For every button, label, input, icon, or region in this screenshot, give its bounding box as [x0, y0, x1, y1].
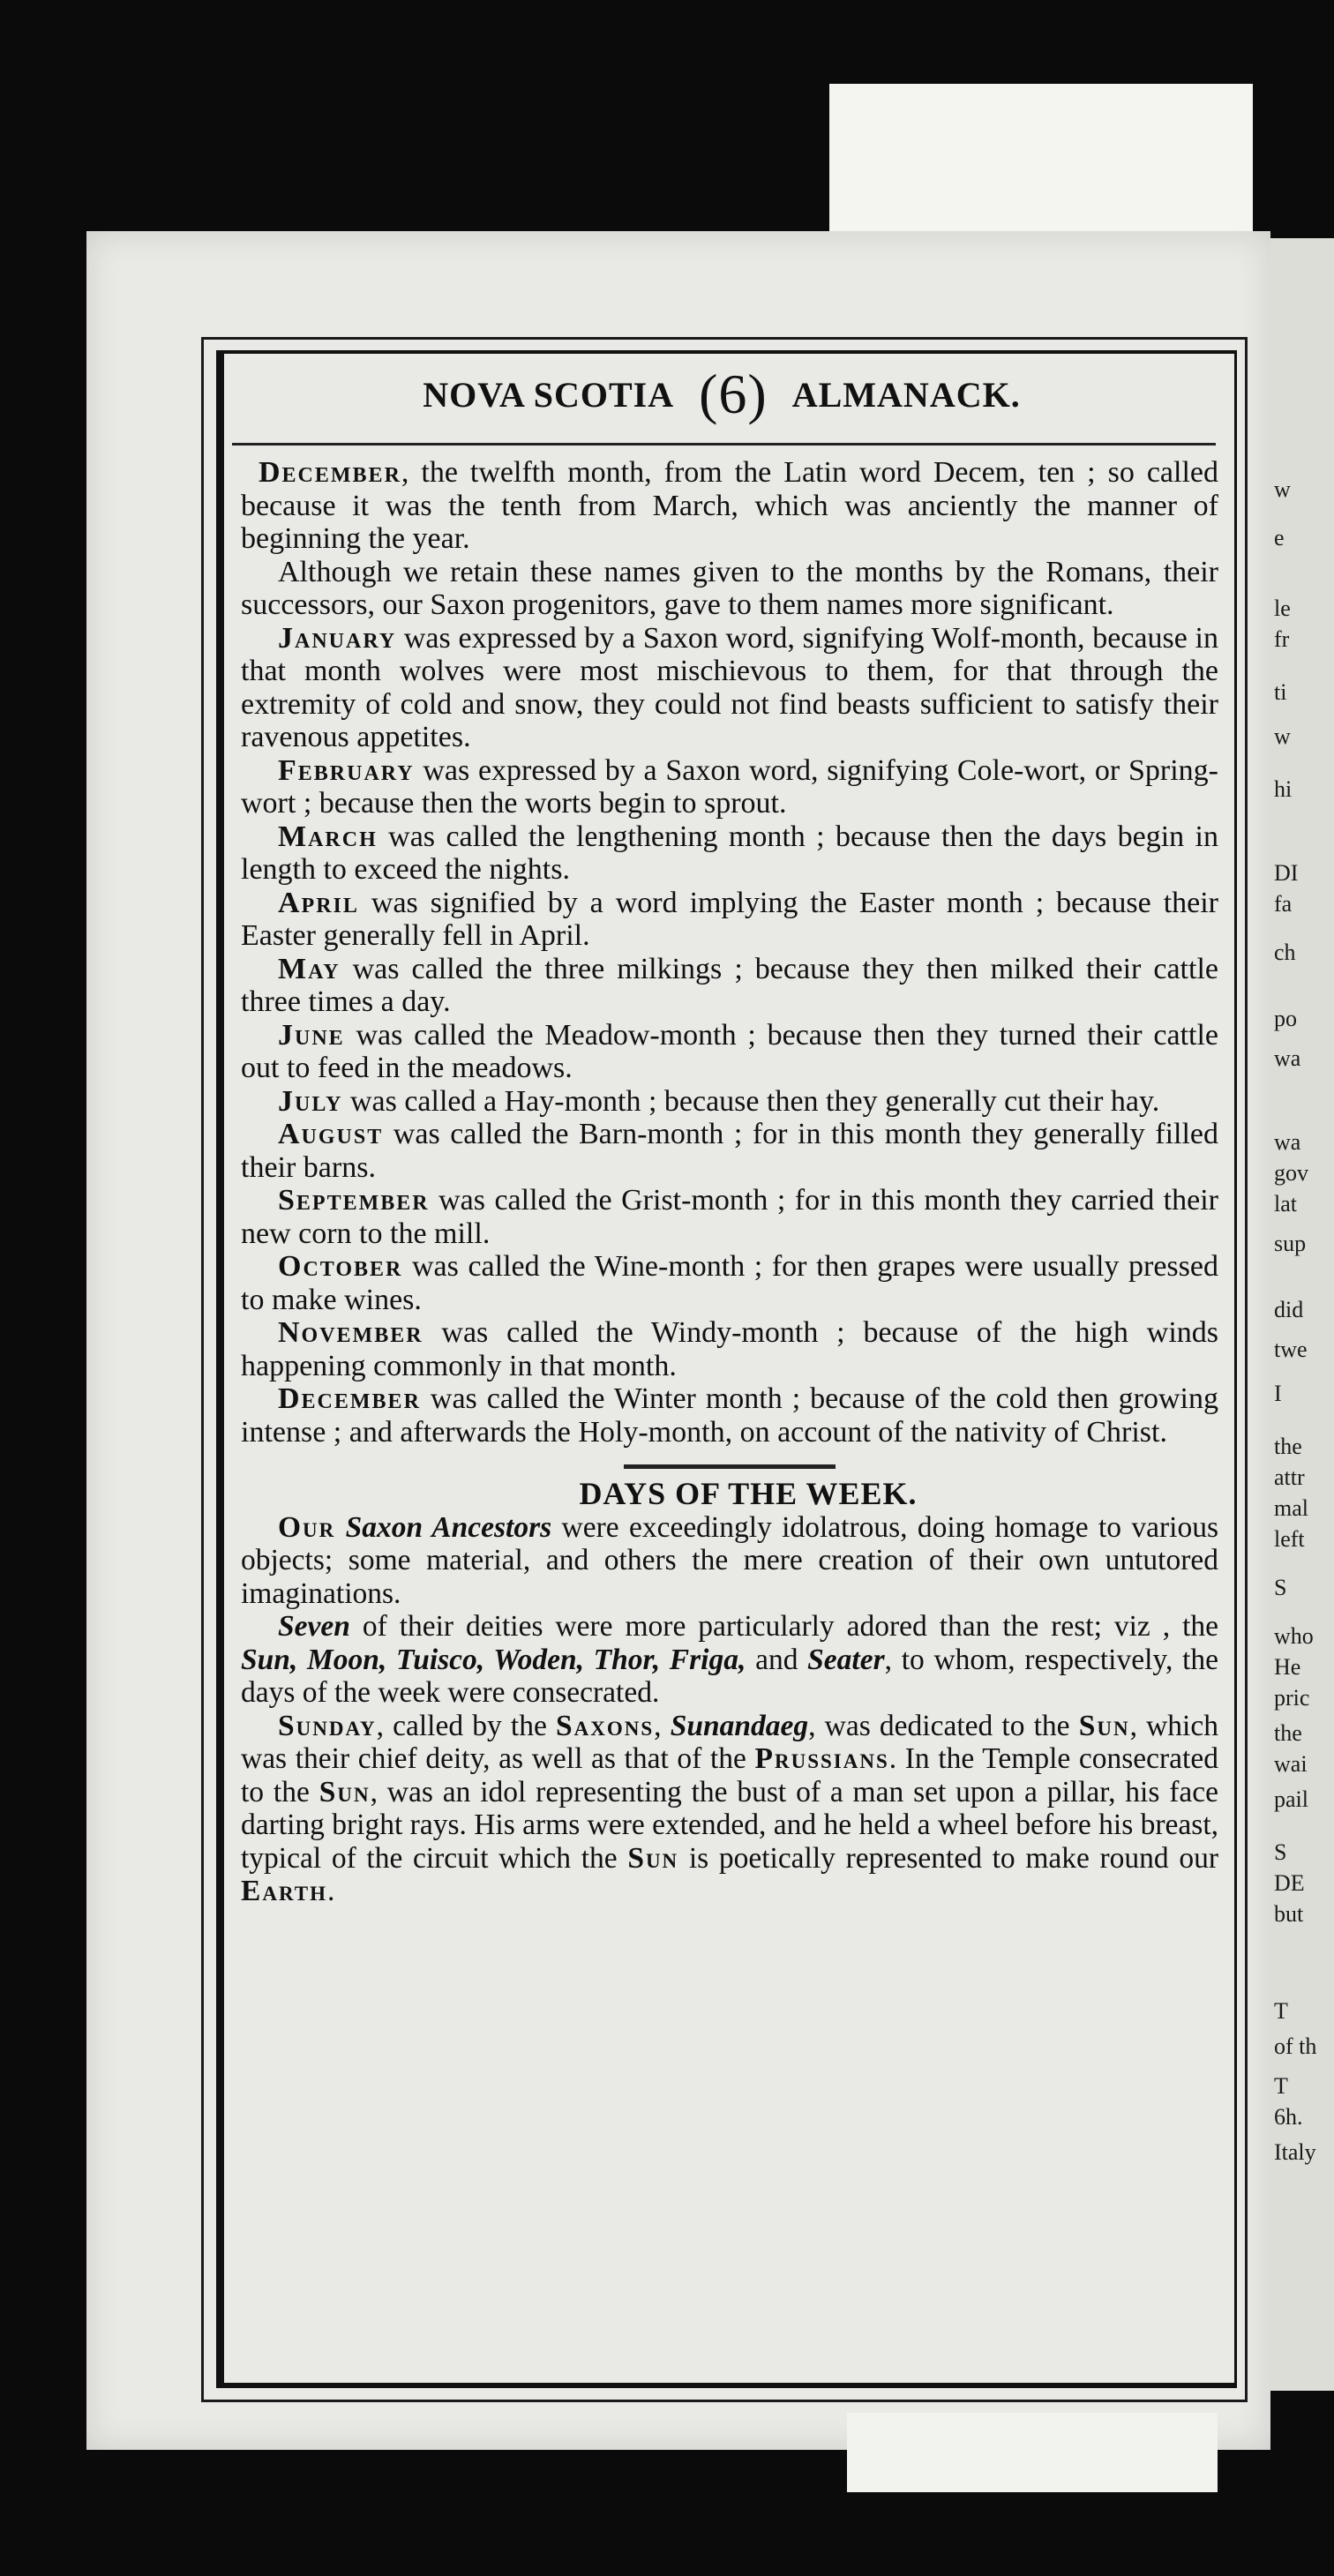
paragraph-december-intro: December, the twelfth month, from the Latin word Decem, ten ; so called because it was the tenth from March, which was anciently the manner of beginning the year.: [241, 456, 1218, 555]
adjacent-page-fragment: the: [1274, 1434, 1302, 1459]
paper-tab-top: [829, 84, 1253, 243]
adjacent-page-fragment: the: [1274, 1720, 1302, 1746]
adjacent-page-fragment: T: [1274, 2073, 1288, 2099]
adjacent-page-fragment: S: [1274, 1839, 1287, 1865]
adjacent-page-fragment: le: [1274, 595, 1291, 621]
adjacent-page-fragment: but: [1274, 1901, 1304, 1927]
paragraph-may: May was called the three milkings ; because they then milked their cattle three times a day.: [241, 952, 1218, 1018]
adjacent-page-fragment: He: [1274, 1654, 1301, 1680]
adjacent-page-fragment: e: [1274, 525, 1285, 550]
adjacent-page-fragment: of th: [1274, 2033, 1317, 2059]
section-divider: [624, 1464, 836, 1469]
adjacent-page-fragment: Italy: [1274, 2139, 1316, 2165]
paragraph-april: April was signified by a word implying the Easter month ; because their Easter generally fell in April.: [241, 886, 1218, 952]
header-left: NOVA SCOTIA: [423, 374, 675, 415]
adjacent-page-fragment: pail: [1274, 1786, 1308, 1812]
adjacent-page-fragment: pric: [1274, 1685, 1310, 1711]
section-title-days-of-week: DAYS OF THE WEEK.: [579, 1476, 918, 1511]
running-header: [228, 363, 1216, 425]
adjacent-page-fragment: wa: [1274, 1129, 1301, 1155]
adjacent-page-fragment: who: [1274, 1623, 1314, 1649]
paragraph-december: December was called the Winter month ; because of the cold then growing intense ; and afterwards the Holy-month, on account of the nativity of Christ.: [241, 1382, 1218, 1449]
paragraph-seven-deities: Seven of their deities were more particularly adored than the rest; viz , the Sun, Moon, Tuisco, Woden, Thor, Friga, and Seater, to whom, respectively, the days of the week were consecrated.: [241, 1610, 1218, 1709]
adjacent-page-fragment: S: [1274, 1575, 1287, 1600]
adjacent-page-fragment: wa: [1274, 1045, 1301, 1071]
paragraph-saxon-note: Although we retain these names given to the months by the Romans, their successors, our Saxon progenitors, gave to them names more significant.: [241, 555, 1218, 621]
paragraph-january: January was expressed by a Saxon word, signifying Wolf-month, because in that month wolves were most mischievous to them, for that through the extremity of cold and snow, they could not find beasts sufficient to satisfy their ravenous appetites.: [241, 621, 1218, 753]
paragraph-november: November was called the Windy-month ; because of the high winds happening commonly in that month.: [241, 1316, 1218, 1382]
paragraph-saxon-ancestors: Our Saxon Ancestors were exceedingly idolatrous, doing homage to various objects; some material, and others the mere creation of their own untutored imaginations.: [241, 1510, 1218, 1610]
adjacent-page-fragment: hi: [1274, 776, 1293, 802]
adjacent-page-fragment: DE: [1274, 1870, 1305, 1896]
adjacent-page-fragment: ti: [1274, 679, 1287, 705]
adjacent-page-fragment: wai: [1274, 1751, 1308, 1777]
paragraph-march: March was called the lengthening month ; because then the days begin in length to exceed the nights.: [241, 820, 1218, 886]
days-of-week-section: [241, 1511, 1218, 1908]
adjacent-page-fragment: gov: [1274, 1160, 1308, 1186]
adjacent-page-fragment: left: [1274, 1526, 1305, 1552]
adjacent-page-fragment: po: [1274, 1006, 1297, 1031]
adjacent-page-fragment: I: [1274, 1381, 1282, 1406]
paper-tab-bottom: [847, 2413, 1218, 2492]
header-right: ALMANACK.: [791, 374, 1021, 415]
paragraph-august: August was called the Barn-month ; for in this month they generally filled their barns.: [241, 1118, 1218, 1184]
header-rule: [232, 443, 1216, 446]
adjacent-page-fragment: w: [1274, 723, 1291, 749]
paragraph-june: June was called the Meadow-month ; because then they turned their cattle out to feed in the meadows.: [241, 1018, 1218, 1084]
adjacent-page-fragment: lat: [1274, 1191, 1297, 1217]
adjacent-page-fragment: twe: [1274, 1337, 1308, 1362]
paragraph-october: October was called the Wine-month ; for then grapes were usually pressed to make wines.: [241, 1250, 1218, 1316]
adjacent-page-fragment: mal: [1274, 1495, 1308, 1521]
adjacent-page-fragment: attr: [1274, 1464, 1305, 1490]
almanac-page: [86, 231, 1270, 2450]
paragraph-september: September was called the Grist-month ; for in this month they carried their new corn to the mill.: [241, 1184, 1218, 1250]
paragraph-july: July was called a Hay-month ; because then they generally cut their hay.: [278, 1084, 1160, 1118]
adjacent-page-fragment: T: [1274, 1998, 1288, 2024]
adjacent-page-fragment: fr: [1274, 626, 1290, 652]
adjacent-page-fragment: DI: [1274, 860, 1299, 886]
adjacent-page-fragment: 6h.: [1274, 2104, 1303, 2130]
page-number: (6): [699, 363, 768, 425]
adjacent-page-fragment: sup: [1274, 1231, 1307, 1256]
adjacent-page-fragment: ch: [1274, 940, 1296, 965]
adjacent-page-fragment: w: [1274, 476, 1291, 502]
paragraph-sunday: Sunday, called by the Saxons, Sunandaeg, was dedicated to the Sun, which was their chief deity, as well as that of the Prussians. In the Temple consecrated to the Sun, was an idol representing the bust of a man set upon a pillar, his face darting bright rays. His arms were extended, and he held a wheel before his breast, typical of the circuit which the Sun is poetically represented to make round our Earth.: [241, 1709, 1219, 1907]
article-body: [241, 456, 1218, 1908]
adjacent-page-fragment: did: [1274, 1297, 1304, 1322]
paragraph-february: February was expressed by a Saxon word, signifying Cole-wort, or Spring-wort ; because then the worts begin to sprout.: [241, 753, 1218, 820]
adjacent-page-fragment: fa: [1274, 891, 1293, 917]
